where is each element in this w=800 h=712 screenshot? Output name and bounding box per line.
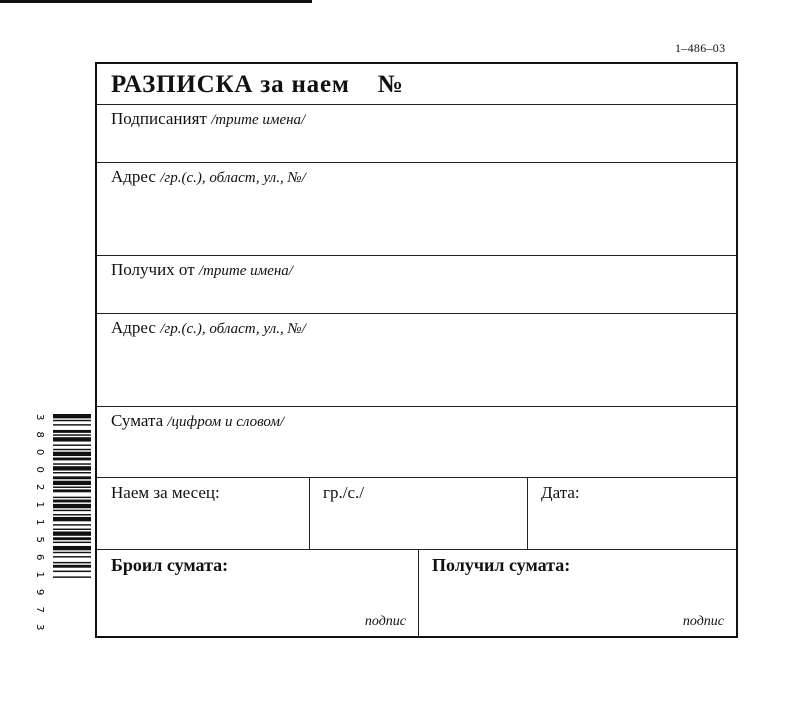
rent-row: [97, 477, 736, 550]
barcode-bar: [53, 510, 91, 511]
received-from-hint: /трите имена/: [198, 263, 293, 279]
barcode-bar: [53, 444, 91, 445]
received-from-label: Получих от /трите имена/: [111, 260, 293, 279]
rent-month-cell[interactable]: [97, 477, 310, 549]
city-cell[interactable]: [309, 477, 528, 549]
barcode-bar: [53, 524, 91, 525]
barcode-digit: 0: [34, 449, 45, 456]
address2-row[interactable]: [97, 313, 736, 407]
barcode-bar: [53, 437, 91, 441]
date-cell[interactable]: [527, 477, 736, 549]
barcode-bar: [53, 571, 91, 572]
signatory-label: Подписаният /трите имена/: [111, 109, 306, 128]
barcode-digit: 7: [34, 606, 45, 613]
barcode-bar: [53, 489, 91, 492]
signatory-row[interactable]: [97, 104, 736, 163]
barcode-graphic: [34, 408, 93, 640]
barcode-bar: [53, 514, 91, 515]
number-sign: №: [377, 71, 404, 98]
paid-sign-cell[interactable]: [97, 549, 419, 636]
received-from-row[interactable]: [97, 255, 736, 314]
received-sign-caption: подпис: [682, 614, 724, 629]
city-label: гр./с./: [323, 483, 364, 502]
barcode-bar: [53, 500, 91, 503]
received-label: Получил сумата:: [432, 555, 571, 575]
barcode: [34, 408, 93, 640]
signatory-hint: /трите имена/: [211, 112, 306, 128]
barcode-digit: 1: [34, 571, 45, 578]
barcode-bar: [53, 476, 91, 479]
received-sign-cell[interactable]: [418, 549, 736, 636]
barcode-bar: [53, 497, 91, 498]
barcode-bar: [53, 481, 91, 485]
address1-hint: /гр.(с.), област, ул., №/: [160, 170, 306, 186]
barcode-bar: [53, 542, 91, 543]
barcode-bar: [53, 504, 91, 508]
barcode-digit: 1: [34, 501, 45, 508]
receipt-form: [95, 62, 738, 638]
barcode-bar: [53, 434, 91, 435]
address1-row[interactable]: [97, 162, 736, 256]
barcode-digit: 3: [34, 414, 45, 421]
barcode-bar: [53, 517, 91, 521]
barcode-digit: 8: [34, 431, 45, 438]
barcode-bar: [53, 529, 91, 530]
barcode-digit: 1: [34, 519, 45, 526]
amount-row[interactable]: [97, 406, 736, 478]
barcode-bar: [53, 452, 91, 456]
amount-label: Сумата /цифром и словом/: [111, 411, 285, 430]
rent-month-label: Наем за месец:: [111, 483, 220, 502]
barcode-digit: 3: [34, 624, 45, 631]
form-title: [111, 71, 404, 99]
address1-label: Адрес /гр.(с.), област, ул., №/: [111, 167, 306, 186]
barcode-bar: [53, 565, 91, 568]
barcode-bar: [53, 556, 91, 557]
barcode-bar: [53, 458, 91, 461]
barcode-bar: [53, 420, 91, 421]
barcode-bar: [53, 472, 91, 473]
signatures-row: [97, 549, 736, 636]
address2-hint: /гр.(с.), област, ул., №/: [160, 321, 306, 337]
barcode-bar: [53, 449, 91, 450]
barcode-digit: 6: [34, 554, 45, 561]
paid-sign-caption: подпис: [364, 614, 406, 629]
paid-label: Броил сумата:: [111, 555, 229, 575]
barcode-bar: [53, 414, 91, 418]
amount-hint: /цифром и словом/: [167, 414, 285, 430]
barcode-bar: [53, 430, 91, 433]
barcode-bar: [53, 424, 91, 425]
barcode-bar: [53, 537, 91, 540]
barcode-digit: 5: [34, 536, 45, 543]
title-text: РАЗПИСКА за наем: [111, 71, 350, 98]
barcode-bar: [53, 552, 91, 553]
barcode-bar: [53, 576, 91, 577]
barcode-bar: [53, 487, 91, 488]
barcode-digit: 9: [34, 589, 45, 596]
barcode-bar: [53, 463, 91, 464]
barcode-digit: 2: [34, 484, 45, 491]
top-edge-line: [0, 0, 312, 3]
date-label: Дата:: [541, 483, 580, 502]
barcode-bar: [53, 466, 91, 470]
form-code: 1–486–03: [675, 41, 726, 55]
barcode-bar: [53, 546, 91, 550]
barcode-digit: 0: [34, 466, 45, 473]
barcode-bar: [53, 562, 91, 563]
barcode-bar: [53, 531, 91, 535]
address2-label: Адрес /гр.(с.), област, ул., №/: [111, 318, 306, 337]
title-row: [97, 64, 736, 105]
